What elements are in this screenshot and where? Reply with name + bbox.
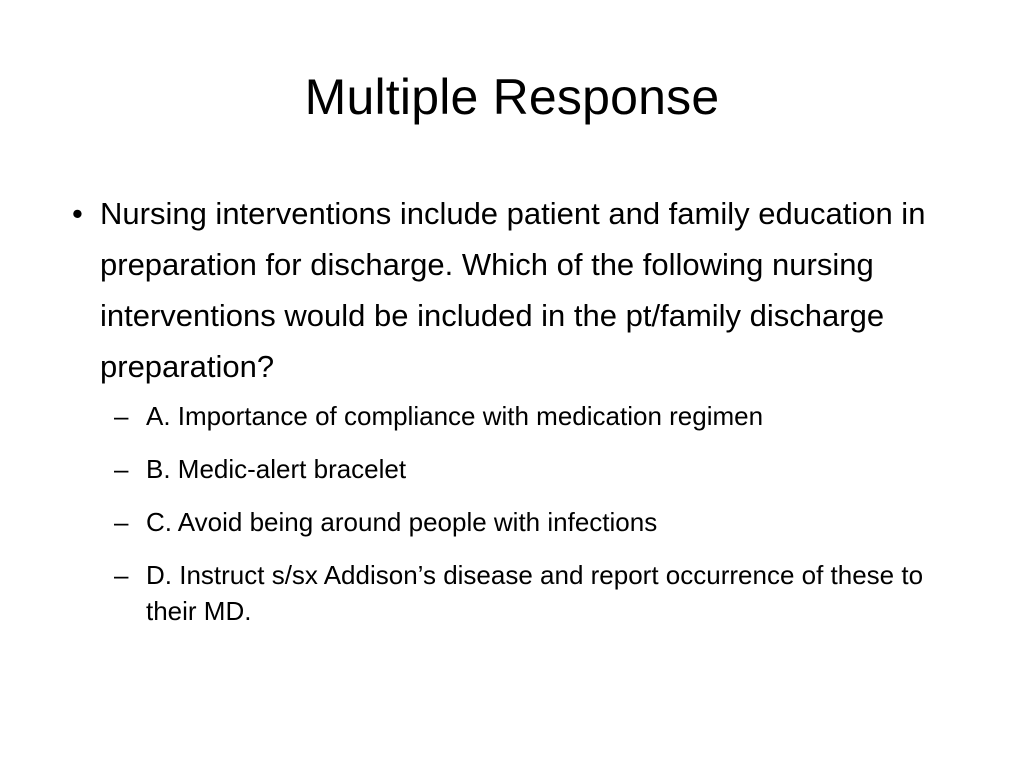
option-item-d: [114, 557, 972, 629]
option-item-b: [114, 451, 972, 487]
dash-icon: –: [114, 454, 129, 484]
option-item-a: [114, 398, 972, 434]
dash-icon: –: [114, 560, 129, 590]
option-text: B. Medic-alert bracelet: [146, 454, 407, 484]
option-text: A. Importance of compliance with medication regimen: [146, 401, 764, 431]
question-text: Nursing interventions include patient and family education in preparation for discharge. Which of the following nursing interventions would be included in the pt/family discharge preparation?: [100, 196, 926, 384]
question-bullet: [72, 188, 972, 392]
dash-icon: –: [114, 507, 129, 537]
slide-title: Multiple Response: [304, 69, 720, 125]
option-text: D. Instruct s/sx Addison’s disease and report occurrence of these to their MD.: [146, 560, 924, 626]
dash-icon: –: [114, 401, 129, 431]
bullet-dot-icon: •: [72, 196, 83, 231]
option-text: C. Avoid being around people with infections: [146, 507, 658, 537]
option-item-c: [114, 504, 972, 540]
options-list: [72, 398, 972, 629]
slide-content: [72, 188, 972, 646]
